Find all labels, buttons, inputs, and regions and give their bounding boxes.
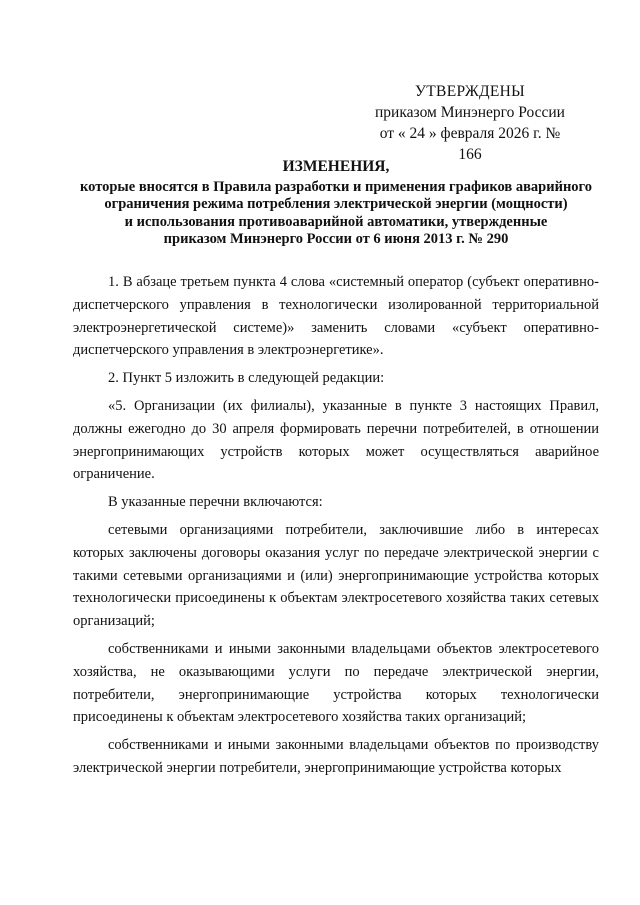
title-line-3: и использования противоаварийной автоматики, утвержденные (124, 213, 548, 230)
document-body (73, 271, 599, 780)
document-title (60, 158, 612, 249)
title-heading: ИЗМЕНЕНИЯ, (282, 158, 390, 175)
approval-date: от « 24 » февраля 2026 г. № 166 (379, 125, 561, 163)
paragraph-4: В указанные перечни включаются: (108, 494, 323, 511)
title-line-2: ограничения режима потребления электрической энергии (мощности) (104, 196, 568, 212)
approval-stamp (372, 81, 568, 165)
title-line-1: которые вносятся в Правила разработки и применения графиков аварийного (79, 178, 593, 195)
paragraph-3: «5. Организации (их филиалы), указанные в пункте 3 настоящих Правил, должны ежегодно до 30 апреля формировать перечни потребителей, в отношении энергопринимающих устройств которых может осуществляться аварийное ограничение. (73, 397, 599, 483)
title-line-4: приказом Минэнерго России от 6 июня 2013 г. № 290 (163, 231, 509, 247)
paragraph-5: сетевыми организациями потребители, заключившие либо в интересах которых заключены договоры оказания услуг по передаче электрической энергии с такими сетевыми организациями и (или) энергопринимающие устройства которых технологически присоединены к объектам электросетевого хозяйства таких сетевых организаций; (73, 521, 599, 630)
paragraph-1: 1. В абзаце третьем пункта 4 слова «системный оператор (субъект оперативно-диспетчерского управления в технологически изолированной территориальной электроэнергетической системе)» заменить словами «субъект оперативно-диспетчерского управления в электроэнергетике». (73, 274, 599, 359)
paragraph-2: 2. Пункт 5 изложить в следующей редакции: (108, 370, 385, 387)
paragraph-6: собственниками и иными законными владельцами объектов электросетевого хозяйства, не оказывающими услуги по передаче электрической энергии, потребители, энергопринимающие устройства которых технологически присоединены к объектам электросетевого хозяйства таких организаций; (73, 640, 599, 726)
paragraph-7: собственниками и иными законными владельцами объектов по производству электрической энергии потребители, энергопринимающие устройства которых (73, 737, 599, 776)
approval-order: приказом Минэнерго России (375, 104, 565, 121)
approval-title: УТВЕРЖДЕНЫ (415, 83, 525, 100)
